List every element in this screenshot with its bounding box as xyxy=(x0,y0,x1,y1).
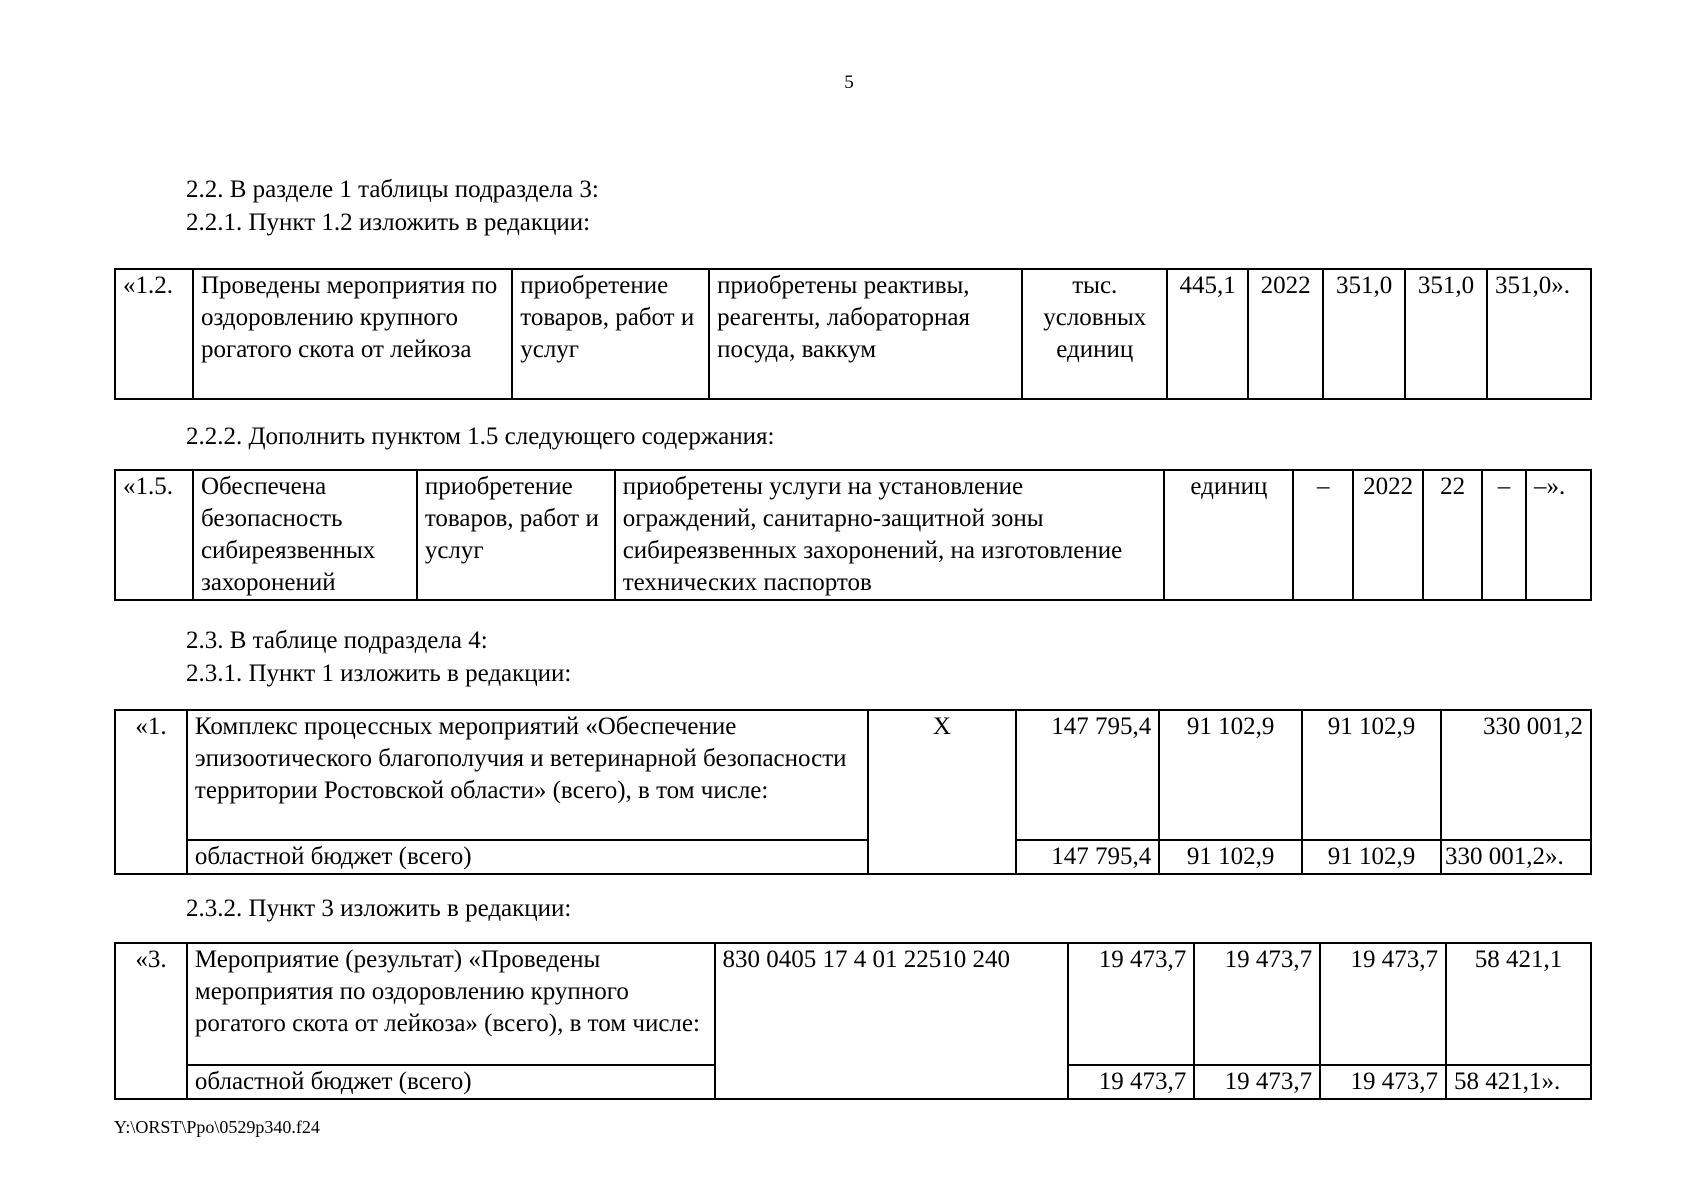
budget-code-cell: Х xyxy=(868,710,1017,874)
value-cell: 351,0». xyxy=(1487,269,1591,399)
sub-label-cell: областной бюджет (всего) xyxy=(187,840,868,874)
amount-cell: 58 421,1». xyxy=(1446,1065,1591,1099)
table-item-3 xyxy=(114,942,1592,1100)
table-row xyxy=(115,943,1591,1065)
table-item-1-2 xyxy=(114,268,1592,400)
base-value-cell: – xyxy=(1293,470,1353,600)
row-number: «1. xyxy=(115,710,187,874)
item-2-3-1: 2.3.1. Пункт 1 изложить в редакции: xyxy=(186,660,572,687)
type-cell: приобретение товаров, работ и услуг xyxy=(417,470,615,600)
amount-cell: 91 102,9 xyxy=(1159,710,1302,840)
row-number: «1.2. xyxy=(115,269,193,399)
page-number: 5 xyxy=(844,72,854,93)
table-row xyxy=(115,840,1591,874)
result-cell: Проведены мероприятия по оздоровлению крупного рогатого скота от лейкоза xyxy=(193,269,512,399)
amount-cell: 19 473,7 xyxy=(1194,1065,1320,1099)
amount-cell: 19 473,7 xyxy=(1068,943,1194,1065)
amount-cell: 19 473,7 xyxy=(1194,943,1320,1065)
table-row xyxy=(115,470,1591,600)
result-cell: Обеспечена безопасность сибиреязвенных захоронений xyxy=(193,470,417,600)
value-cell: 22 xyxy=(1423,470,1482,600)
type-cell: приобретение товаров, работ и услуг xyxy=(512,269,709,399)
amount-cell: 91 102,9 xyxy=(1159,840,1302,874)
amount-cell: 19 473,7 xyxy=(1320,1065,1446,1099)
amount-cell: 19 473,7 xyxy=(1068,1065,1194,1099)
amount-cell: 330 001,2». xyxy=(1441,840,1591,874)
amount-cell: 91 102,9 xyxy=(1302,710,1441,840)
amount-cell: 147 795,4 xyxy=(1016,840,1159,874)
section-2-3-heading: 2.3. В таблице подраздела 4: xyxy=(186,627,488,654)
characteristic-cell: приобретены реактивы, реагенты, лабораторная посуда, ваккум xyxy=(709,269,1022,399)
item-2-2-2: 2.2.2. Дополнить пунктом 1.5 следующего содержания: xyxy=(186,423,775,450)
amount-cell: 19 473,7 xyxy=(1320,943,1446,1065)
year-cell: 2022 xyxy=(1353,470,1423,600)
value-cell: 351,0 xyxy=(1323,269,1405,399)
unit-cell: единиц xyxy=(1164,470,1293,600)
table-row xyxy=(115,269,1591,399)
base-value-cell: 445,1 xyxy=(1167,269,1248,399)
amount-cell: 147 795,4 xyxy=(1016,710,1159,840)
table-item-1-5 xyxy=(114,469,1592,601)
sub-label-cell: областной бюджет (всего) xyxy=(187,1065,715,1099)
row-number: «3. xyxy=(115,943,187,1099)
item-2-2-1: 2.2.1. Пункт 1.2 изложить в редакции: xyxy=(186,209,591,236)
value-cell: 351,0 xyxy=(1405,269,1487,399)
amount-cell: 330 001,2 xyxy=(1441,710,1591,840)
amount-cell: 58 421,1 xyxy=(1446,943,1591,1065)
value-cell: –». xyxy=(1526,470,1591,600)
program-name-cell: Комплекс процессных мероприятий «Обеспечение эпизоотического благополучия и ветеринарной безопасности территории Ростовской области» (всего), в том числе: xyxy=(187,710,868,840)
table-item-1 xyxy=(114,709,1592,875)
year-cell: 2022 xyxy=(1248,269,1323,399)
table-row xyxy=(115,710,1591,840)
footer-file-path: Y:\ORST\Ppo\0529p340.f24 xyxy=(114,1117,320,1137)
amount-cell: 91 102,9 xyxy=(1302,840,1441,874)
unit-cell: тыс. условных единиц xyxy=(1022,269,1167,399)
characteristic-cell: приобретены услуги на установление ограждений, санитарно-защитной зоны сибиреязвенных захоронений, на изготовление технических паспортов xyxy=(615,470,1165,600)
item-2-3-2: 2.3.2. Пункт 3 изложить в редакции: xyxy=(186,895,572,922)
activity-name-cell: Мероприятие (результат) «Проведены мероприятия по оздоровлению крупного рогатого скота от лейкоза» (всего), в том числе: xyxy=(187,943,715,1065)
row-number: «1.5. xyxy=(115,470,193,600)
value-cell: – xyxy=(1482,470,1526,600)
budget-code-cell: 830 0405 17 4 01 22510 240 xyxy=(715,943,1069,1099)
section-2-2-heading: 2.2. В разделе 1 таблицы подраздела 3: xyxy=(186,176,599,203)
